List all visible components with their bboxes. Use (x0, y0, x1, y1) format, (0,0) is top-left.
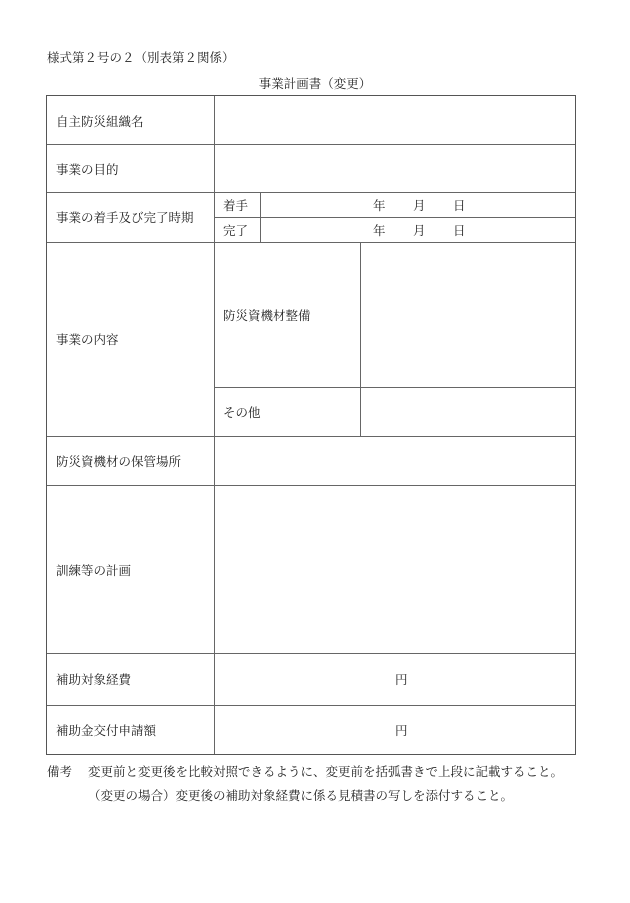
org-name-label: 自主防災組織名 (56, 114, 144, 129)
form-number-label: 様式第２号の２（別表第２関係） (47, 50, 235, 65)
notes-prefix: 備考 (47, 764, 73, 779)
content-column-divider (360, 242, 361, 436)
notes-line-1: 変更前と変更後を比較対照できるように、変更前を括弧書きで上段に記載すること。 (88, 764, 564, 779)
row-divider (47, 436, 575, 437)
period-label: 事業の着手及び完了時期 (56, 210, 194, 225)
grant-amount-unit: 円 (395, 723, 408, 738)
row-divider (47, 144, 575, 145)
row-divider (47, 242, 575, 243)
row-divider (47, 705, 575, 706)
eligible-cost-unit: 円 (395, 672, 408, 687)
sub-row-divider (215, 387, 575, 388)
end-label: 完了 (223, 223, 249, 238)
purpose-label: 事業の目的 (56, 162, 119, 177)
sub-row-divider (215, 217, 575, 218)
eligible-cost-label: 補助対象経費 (56, 672, 132, 687)
start-label: 着手 (223, 198, 249, 213)
training-label: 訓練等の計画 (56, 563, 132, 578)
end-day: 日 (453, 223, 466, 238)
plan-table (46, 95, 576, 755)
row-divider (47, 485, 575, 486)
label-column-divider (214, 96, 215, 754)
other-label: その他 (223, 405, 261, 420)
end-month: 月 (413, 223, 426, 238)
start-day: 日 (453, 198, 466, 213)
document-title: 事業計画書（変更） (258, 76, 372, 91)
start-month: 月 (413, 198, 426, 213)
storage-label: 防災資機材の保管場所 (56, 454, 182, 469)
content-label: 事業の内容 (56, 332, 119, 347)
notes-line-2: （変更の場合）変更後の補助対象経費に係る見積書の写しを添付すること。 (88, 788, 514, 803)
start-year: 年 (373, 198, 386, 213)
equipment-label: 防災資機材整備 (223, 308, 311, 323)
period-column-divider (260, 192, 261, 242)
row-divider (47, 653, 575, 654)
row-divider (47, 192, 575, 193)
end-year: 年 (373, 223, 386, 238)
grant-amount-label: 補助金交付申請額 (56, 723, 157, 738)
